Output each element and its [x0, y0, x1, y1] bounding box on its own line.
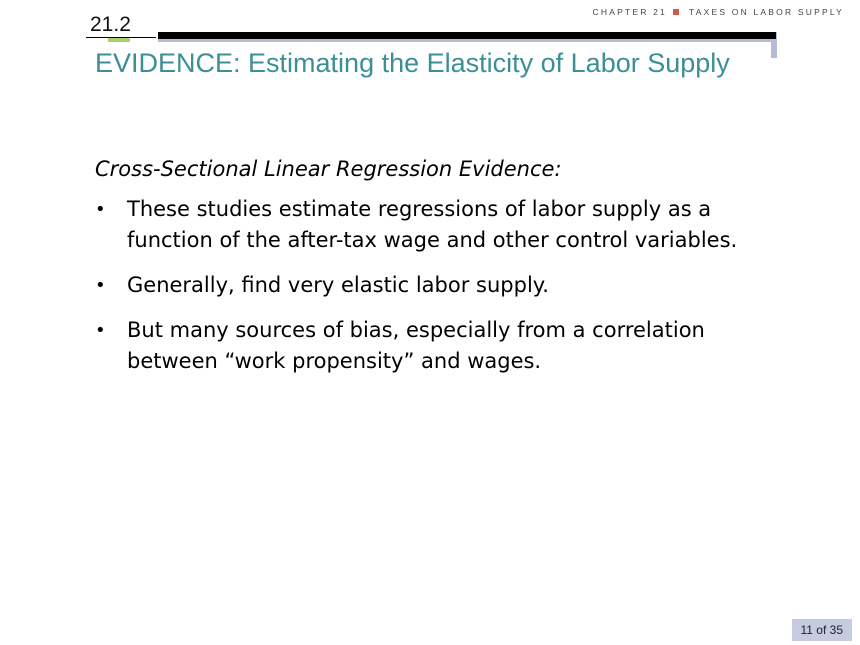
header-rule: [158, 32, 776, 39]
bullet-item: [95, 270, 785, 301]
bullet-item: [95, 315, 785, 377]
slide-title: EVIDENCE: Estimating the Elasticity of Labor Supply: [95, 48, 730, 78]
section-accent-bar: [108, 38, 130, 42]
subheading: Cross-Sectional Linear Regression Evidence:: [95, 157, 562, 181]
chapter-header: [593, 7, 844, 17]
bullet-icon: •: [95, 275, 106, 296]
bullet-text: But many sources of bias, especially from a correlation between “work propensity” and wages.: [127, 318, 705, 373]
bullet-list: [95, 194, 785, 377]
square-icon: [673, 9, 679, 15]
header-rule-shadow: [158, 39, 776, 42]
slide-content: [95, 152, 785, 391]
section-number: 21.2: [90, 13, 131, 36]
bullet-icon: •: [95, 199, 106, 220]
chapter-label: CHAPTER 21: [592, 7, 667, 17]
chapter-title: TAXES ON LABOR SUPPLY: [688, 7, 844, 17]
bullet-text: These studies estimate regressions of labor supply as a function of the after-tax wage and other control variables.: [127, 197, 738, 252]
page-number-badge: 11 of 35: [792, 619, 852, 641]
bullet-item: [95, 194, 785, 256]
bullet-icon: •: [95, 320, 106, 341]
bullet-text: Generally, find very elastic labor supply.: [127, 273, 549, 297]
